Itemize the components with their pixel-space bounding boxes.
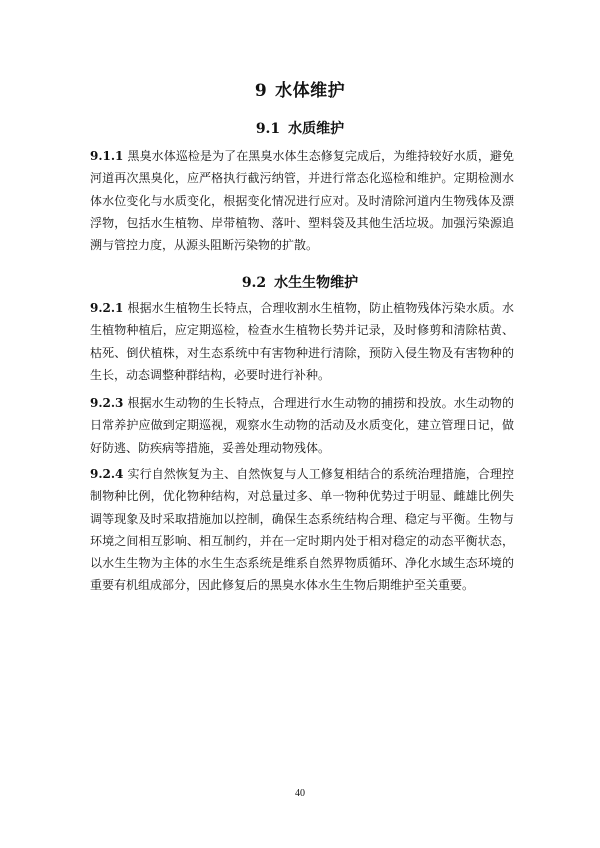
clause-text: 根据水生植物生长特点，合理收割水生植物，防止植物残体污染水质。水生植物种植后，应定期巡检，检查水生植物长势并记录，及时修剪和清除枯黄、枯死、倒伏植株，对生态系统中有害物种进行清除，预防入侵生物及有害物种的生长，动态调整种群结构，必要时进行补种。	[90, 301, 514, 382]
page-number: 40	[295, 788, 305, 799]
clause-9-1-1	[90, 145, 514, 256]
clause-number: 9.2.4	[90, 467, 124, 481]
clause-9-2-1	[90, 297, 514, 386]
clause-9-2-3	[90, 392, 514, 459]
clause-number: 9.2.3	[90, 396, 124, 410]
chapter-title	[0, 76, 600, 101]
section-number: 9.1	[255, 121, 281, 137]
clause-number: 9.2.1	[90, 301, 124, 315]
section-title-9-2	[0, 272, 600, 292]
clause-text: 黑臭水体巡检是为了在黑臭水体生态修复完成后，为维持较好水质，避免河道再次黑臭化，应严格执行截污纳管，并进行常态化巡检和维护。定期检测水体水位变化与水质变化，根据变化情况进行应对。及时清除河道内生物残体及漂浮物，包括水生植物、岸带植物、落叶、塑料袋及其他生活垃圾。加强污染源追溯与管控力度，从源头阻断污染物的扩散。	[90, 149, 514, 253]
section-number: 9.2	[241, 275, 267, 291]
clause-9-2-4	[90, 463, 514, 597]
clause-number: 9.1.1	[90, 149, 124, 163]
chapter-title-text: 水体维护	[275, 81, 346, 101]
section-title-text: 水质维护	[288, 121, 345, 137]
section-title-text: 水生生物维护	[274, 275, 359, 291]
clause-text: 实行自然恢复为主、自然恢复与人工修复相结合的系统治理措施，合理控制物种比例，优化物种结构，对总量过多、单一物种优势过于明显、雌雄比例失调等现象及时采取措施加以控制，确保生态系统结构合理、稳定与平衡。生物与环境之间相互影响、相互制约，并在一定时期内处于相对稳定的动态平衡状态，以水生生物为主体的水生生态系统是维系自然界物质循环、净化水域生态环境的重要有机组成部分，因此修复后的黑臭水体水生生物后期维护至关重要。	[90, 467, 514, 593]
clause-text: 根据水生动物的生长特点，合理进行水生动物的捕捞和投放。水生动物的日常养护应做到定期巡视，观察水生动物的活动及水质变化，建立管理日记，做好防逃、防疾病等措施，妥善处理动物残体。	[90, 396, 514, 455]
chapter-number: 9	[254, 81, 268, 101]
section-title-9-1	[0, 118, 600, 138]
